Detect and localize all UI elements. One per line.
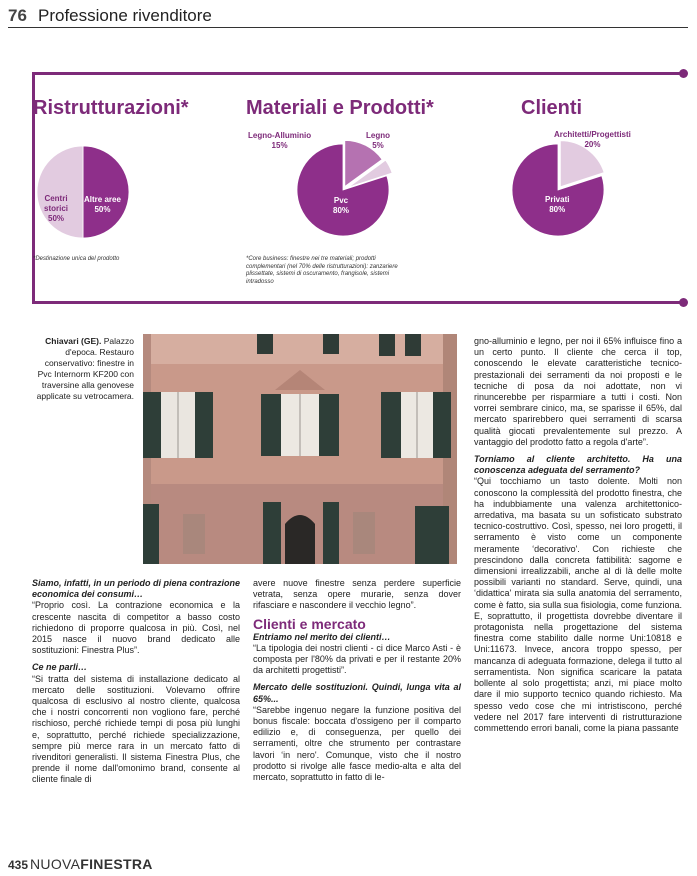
caption-line3: conservativo: finestre in bbox=[44, 358, 134, 368]
col2-heading-2: Mercato delle sostituzioni. Quindi, lunga vita al 65%... bbox=[253, 682, 461, 704]
caption-line4: Pvc Internorm KF200 con bbox=[37, 369, 134, 379]
text-column-3 bbox=[474, 336, 682, 734]
pie-slice-altre-aree bbox=[83, 146, 129, 238]
pie-ristrutturazioni bbox=[33, 140, 133, 240]
label-legno-alluminio-pct: 15% bbox=[271, 141, 288, 150]
page-number: 76 bbox=[8, 6, 27, 25]
label-altre-aree-name: Altre aree bbox=[84, 195, 121, 204]
col2-paragraph-1: “La tipologia dei nostri clienti - ci dice Marco Asti - è composta per l'80% da privati e per il restante 20% da architetti progettisti”. bbox=[253, 642, 461, 676]
col2-paragraph-0: avere nuove finestre senza perdere superficie vetrata, senza opere murarie, senza dover rifasciare e nascondere il vecchio legno”. bbox=[253, 578, 461, 611]
brand-part-b: FINESTRA bbox=[80, 856, 153, 872]
label-architetti bbox=[554, 130, 631, 150]
note-materiali-line1: *Core business: finestre nei tre materiali; prodotti bbox=[246, 256, 376, 262]
label-privati bbox=[545, 195, 569, 215]
window-left bbox=[143, 392, 213, 458]
label-altre-aree-pct: 50% bbox=[94, 205, 111, 214]
label-legno-alluminio-name: Legno-Alluminio bbox=[248, 131, 312, 140]
magazine-brand bbox=[30, 856, 153, 872]
col1-heading-2: Ce ne parli… bbox=[32, 662, 88, 673]
col2-paragraph-2: “Sarebbe ingenuo negare la funzione positiva del bonus fiscale: boccata d'ossigeno per il comparto edilizio e, di conseguenza, per quello dei serramenti, oltre che strumento per contrastare lavori ‘in nero'. Comunque, visto che il nostro prodotto si rivolge alle fasce medio-alta e alta del mercato, soprattutto in fatto di le- bbox=[253, 704, 461, 783]
label-legno-alluminio bbox=[248, 131, 311, 151]
label-pvc-pct: 80% bbox=[333, 206, 350, 215]
label-architetti-pct: 20% bbox=[584, 140, 601, 149]
pie-materiali bbox=[293, 138, 393, 238]
label-architetti-name: Architetti/Progettisti bbox=[554, 130, 631, 139]
label-centri-line1: Centri bbox=[44, 194, 68, 203]
caption-bold: Chiavari (GE). bbox=[45, 336, 102, 346]
label-legno-pct: 5% bbox=[372, 141, 384, 150]
window-right bbox=[381, 392, 451, 458]
pie-slice-centri-storici bbox=[37, 146, 83, 238]
label-pvc bbox=[333, 196, 349, 216]
label-privati-name: Privati bbox=[545, 195, 570, 204]
chart-title-clienti: Clienti bbox=[521, 97, 583, 119]
note-materiali-line2: complementari (nel 70% delle ristrutturazioni): zanzariere bbox=[246, 263, 398, 270]
col1-paragraph-2: “Si tratta del sistema di installazione dedicato al mercato delle sostituzioni. Volevamo offrire qualcosa di esclusivo al nostro cliente, qualcosa che i nostri concorrenti non vogliono fare, perché rischioso, perché richiede tempi di posa più lunghi e, soprattutto, perché richiede specializzazione, sempre più merce rara in un mercato fatto di rivenditori generalisti. Il sistema Finestra Plus, che prende il nome dall'omonimo brand, consente al cliente finale di bbox=[32, 673, 240, 785]
panel-dot-top bbox=[679, 69, 688, 78]
building-facade-photo bbox=[143, 334, 457, 564]
chart-title-ristrutturazioni: Ristrutturazioni* bbox=[33, 97, 189, 119]
col3-paragraph-0: gno-alluminio e legno, per noi il 65% influisce fino a un certo punto. Il cliente che cerca il top, conoscendo le elevate caratteristiche tecnico-prestazionali dei serramenti da noi proposti e le tecniche di posa da noi adottate, non vi rinuncerebbe per risparmiare a tutti i costi. Non vorrei sembrare cinico, ma, se sparisse il 65%, dal mercato sparirebbero quei serramenti di scarsa qualità giocati prevalentemente sul prezzo. A vantaggio del prodotto fatto a regola d'arte”. bbox=[474, 336, 682, 447]
panel-dot-bottom bbox=[679, 298, 688, 307]
col1-paragraph-1: “Proprio così. La contrazione economica e la crescente nascita di competitor a basso costo richiedono di proporre qualcosa in più. Così, nel 2015 nasce il nuovo brand dedicato alle sostituzioni: Finestra Plus”. bbox=[32, 600, 240, 656]
section-title: Professione rivenditore bbox=[38, 6, 212, 25]
col2-heading-1: Entriamo nel merito dei clienti… bbox=[253, 631, 391, 642]
text-column-2 bbox=[253, 578, 461, 783]
col1-heading-1: Siamo, infatti, in un periodo di piena contrazione economica dei consumi… bbox=[32, 578, 241, 600]
col2-section-title: Clienti e mercato bbox=[253, 615, 366, 632]
facade-illustration bbox=[143, 334, 457, 564]
panel-top-rule bbox=[35, 72, 683, 75]
note-materiali bbox=[246, 256, 398, 286]
caption-line5: traversine alla genovese bbox=[41, 380, 134, 390]
text-column-1 bbox=[32, 578, 240, 786]
caption-line2: d'epoca. Restauro bbox=[65, 347, 134, 357]
col3-heading-1: Torniamo al cliente architetto. Ha una conoscenza adeguata del serramento? bbox=[474, 454, 682, 476]
col3-paragraph-1: “Qui tocchiamo un tasto dolente. Molti non conoscono la complessità del prodotto finestra, che ha indubbiamente una valenza architettonico-arredativa, ma basata su un sofisticato substrato tecnico-costruttivo. Così, spesso, nei loro progetti, il serramento è visto come un componente meramente ‘decorativo'. Con richieste che prescindono dalla concreta fattibilità: sagome e dimensioni irrealizzabili, anche al di là delle molte possibili varianti no standard. Serve, quindi, una ‘didattica' mirata sia sulla anatomia del serramento, come è fatto, sia sulla sua fisiologia, come funziona. E, soprattutto, il progettista dovrebbe diventare il protagonista nella progettazione del sistema finestra come stabilito dalle norme Uni:10818 e Uni:11673. Invece, ancora troppo spesso, per mancanza di adeguata formazione, delega il tutto al serramentista. Non significa scaricare la patata bollente al solo progettista; anzi, mi piace molto dare il mio supporto tecnico quando richiesto. Ma spesso vedo cose che mi intristiscono, perché vedere nel 2017 fare interventi di ristrutturazione commettendo errori banali, come la piana passante bbox=[474, 476, 682, 733]
page-header bbox=[8, 6, 688, 28]
brand-part-a: NUOVA bbox=[30, 856, 81, 872]
label-centri-pct: 50% bbox=[48, 214, 65, 223]
chart-title-materiali: Materiali e Prodotti* bbox=[246, 97, 434, 119]
photo-caption bbox=[34, 336, 134, 402]
pie-clienti bbox=[508, 138, 608, 238]
label-pvc-name: Pvc bbox=[333, 196, 349, 205]
label-legno-name: Legno bbox=[366, 131, 390, 140]
label-centri-storici bbox=[44, 194, 68, 224]
caption-line1: Palazzo bbox=[103, 336, 134, 346]
panel-bottom-rule bbox=[35, 301, 683, 304]
label-privati-pct: 80% bbox=[549, 205, 566, 214]
label-altre-aree bbox=[84, 195, 121, 215]
label-legno bbox=[366, 131, 390, 151]
note-materiali-line3: plissettate, sistemi di oscuramento, frangisole, sistemi bbox=[246, 271, 390, 277]
label-centri-line2: storici bbox=[44, 204, 69, 213]
page-footer bbox=[0, 856, 697, 876]
note-ristrutturazioni: *Destinazione unica del prodotto bbox=[33, 256, 120, 262]
caption-line6: applicate su vetrocamera. bbox=[36, 391, 134, 401]
note-materiali-line4: intradosso bbox=[246, 278, 274, 285]
footer-page-number: 435 bbox=[8, 858, 29, 872]
